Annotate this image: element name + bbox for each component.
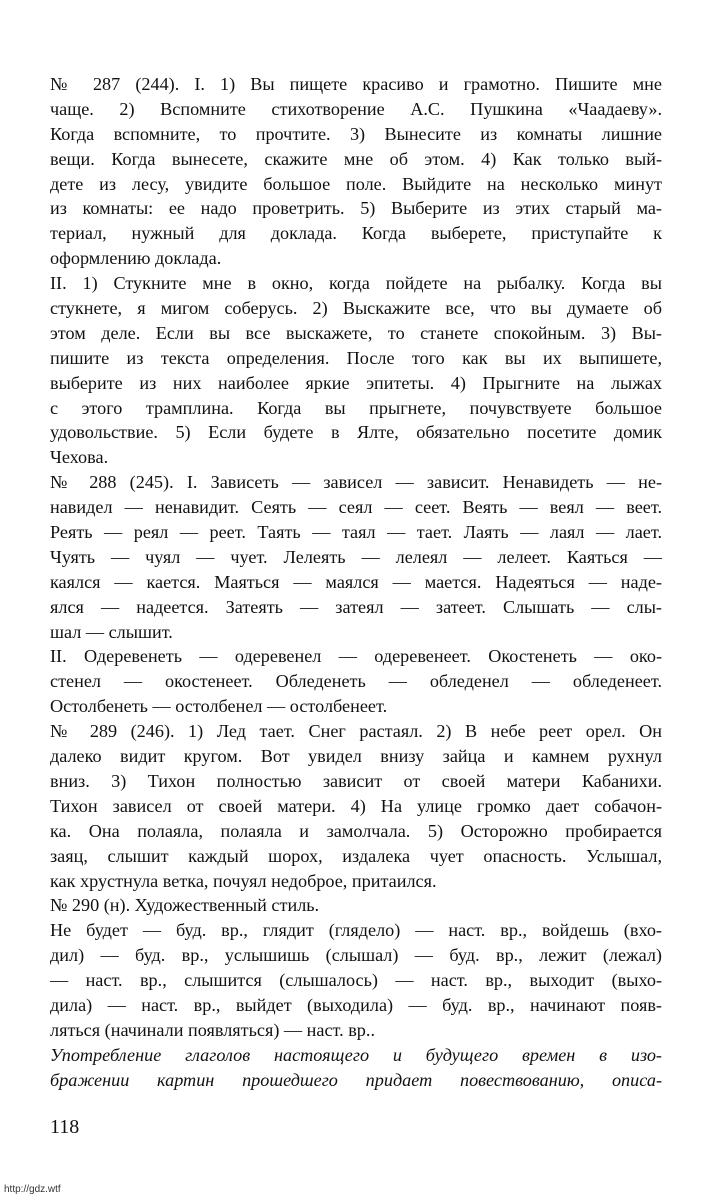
text-line-29: вниз. 3) Тихон полностью зависит от своей матери Кабанихи. xyxy=(50,770,662,791)
text-line-6: из комнаты: ее надо проветрить. 5) Выберите из этих старый ма- xyxy=(50,198,662,219)
text-line-21: каялся — кается. Маяться — маялся — мается. Надеяться — наде- xyxy=(50,571,662,592)
text-line-18: навидел — ненавидит. Сеять — сеял — сеет. Веять — веял — веет. xyxy=(50,497,662,518)
text-line-17: № 288 (245). I. Зависеть — зависел — зависит. Ненавидеть — не- xyxy=(50,472,662,493)
text-line-19: Реять — реял — реет. Таять — таял — тает. Лаять — лаял — лает. xyxy=(50,522,662,543)
text-line-16: Чехова. xyxy=(50,447,109,468)
text-line-4: вещи. Когда вынесете, скажите мне об этом. 4) Как только вый- xyxy=(50,148,662,169)
text-line-23: шал — слышит. xyxy=(50,621,173,642)
text-line-33: как хрустнула ветка, почуял недоброе, притаился. xyxy=(50,870,437,891)
text-line-22: ялся — надеется. Затеять — затеял — затеет. Слышать — слы- xyxy=(50,596,662,617)
text-line-40: Употребление глаголов настоящего и будущего времен в изо- xyxy=(50,1044,662,1065)
text-line-10: стукнете, я мигом соберусь. 2) Выскажите все, что вы думаете об xyxy=(50,298,662,319)
text-line-37: — наст. вр., слышится (слышалось) — наст. вр., выходит (выхо- xyxy=(50,970,662,991)
text-line-26: Остолбенеть — остолбенел — остолбенеет. xyxy=(50,696,388,717)
text-line-32: заяц, слышит каждый шорох, издалека чует опасность. Услышал, xyxy=(50,845,662,866)
text-line-24: II. Одеревенеть — одеревенел — одеревенеет. Окостенеть — око- xyxy=(50,646,662,667)
text-line-3: Когда вспомните, то прочтите. 3) Вынесите из комнаты лишние xyxy=(50,123,662,144)
text-line-30: Тихон зависел от своей матери. 4) На улице громко дает собачон- xyxy=(50,795,662,816)
text-line-7: териал, нужный для доклада. Когда выберете, приступайте к xyxy=(50,223,662,244)
text-line-31: ка. Она полаяла, полаяла и замолчала. 5) Осторожно пробирается xyxy=(50,820,662,841)
text-line-20: Чуять — чуял — чует. Лелеять — лелеял — лелеет. Каяться — xyxy=(50,546,662,567)
text-line-13: выберите из них наиболее яркие эпитеты. 4) Прыгните на лыжах xyxy=(50,372,662,393)
text-line-15: удовольствие. 5) Если будете в Ялте, обязательно посетите домик xyxy=(50,422,662,443)
text-line-35: Не будет — буд. вр., глядит (глядело) — наст. вр., войдешь (вхо- xyxy=(50,920,662,941)
text-line-27: № 289 (246). 1) Лед тает. Снег растаял. 2) В небе реет орел. Он xyxy=(50,721,662,742)
text-line-2: чаще. 2) Вспомните стихотворение А.С. Пушкина «Чаадаеву». xyxy=(50,98,662,119)
site-watermark: http://gdz.wtf xyxy=(4,1184,61,1195)
text-line-14: с этого трамплина. Когда вы прыгнете, почувствуете большое xyxy=(50,397,662,418)
page-number: 118 xyxy=(50,1116,80,1138)
textbook-page-text xyxy=(50,72,662,1093)
text-line-25: стенел — окостенеет. Обледенеть — обледенел — обледенеет. xyxy=(50,671,662,692)
text-line-12: пишите из текста определения. После того как вы их выпишете, xyxy=(50,347,662,368)
text-line-34: № 290 (н). Художественный стиль. xyxy=(50,895,320,916)
text-line-1: № 287 (244). I. 1) Вы пищете красиво и грамотно. Пишите мне xyxy=(50,74,662,94)
text-line-5: дете из лесу, увидите большое поле. Выйдите на несколько минут xyxy=(50,173,662,194)
text-line-38: дила) — наст. вр., выйдет (выходила) — буд. вр., начинают появ- xyxy=(50,994,662,1015)
text-line-9: II. 1) Стукните мне в окно, когда пойдете на рыбалку. Когда вы xyxy=(50,273,662,294)
text-line-41: бражении картин прошедшего придает повествованию, описа- xyxy=(50,1069,662,1090)
text-line-28: далеко видит кругом. Вот увидел внизу зайца и камнем рухнул xyxy=(50,746,662,767)
text-line-39: ляться (начинали появляться) — наст. вр.. xyxy=(50,1019,375,1040)
text-line-11: этом деле. Если вы все выскажете, то станете спокойным. 3) Вы- xyxy=(50,322,662,343)
text-line-36: дил) — буд. вр., услышишь (слышал) — буд. вр., лежит (лежал) xyxy=(50,945,662,966)
text-line-8: оформлению доклада. xyxy=(50,248,222,269)
